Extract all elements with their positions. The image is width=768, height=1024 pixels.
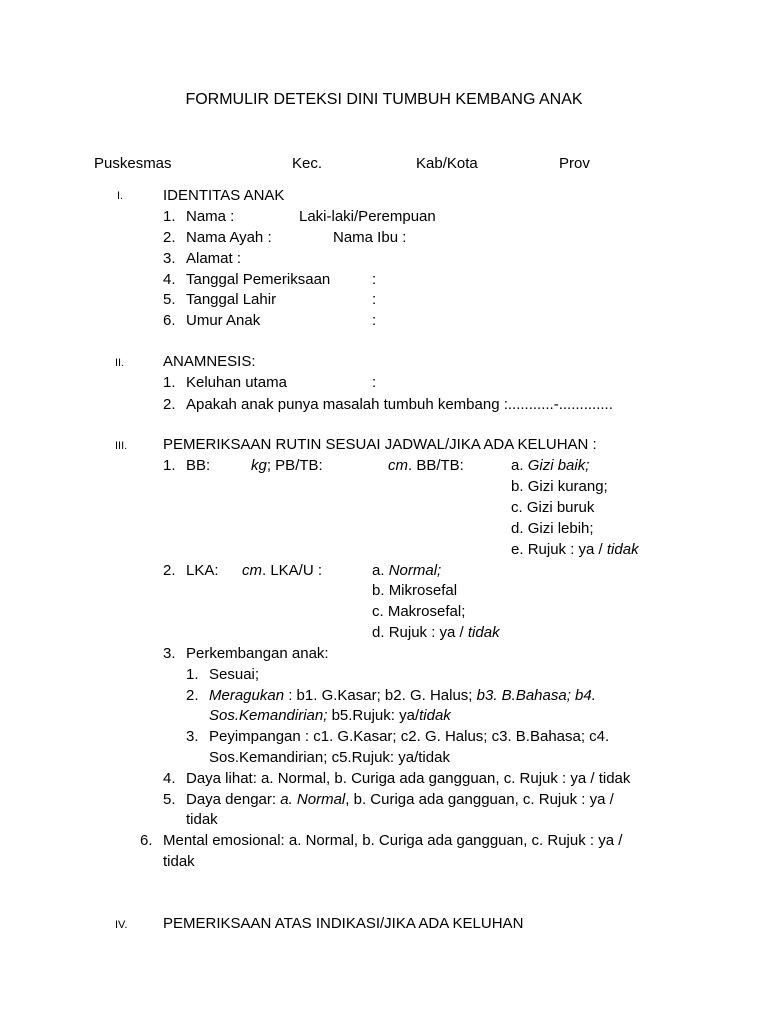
mental-emosional-line-2: tidak <box>163 853 195 870</box>
item-number: 1. <box>163 374 176 391</box>
daya-dengar-line-2: tidak <box>186 811 218 828</box>
item-number: 5. <box>163 291 176 308</box>
item-number: 4. <box>163 770 176 787</box>
sub-item-number: 3. <box>186 728 199 745</box>
colon: : <box>372 291 377 308</box>
lka-option: b. Mikrosefal <box>372 582 458 599</box>
umur-anak-label: Umur Anak <box>186 312 261 329</box>
gender-label: Laki-laki/Perempuan <box>299 208 436 225</box>
gizi-option: a. Gizi baik; <box>511 457 590 474</box>
item-number: 2. <box>163 562 176 579</box>
page-title: FORMULIR DETEKSI DINI TUMBUH KEMBANG ANAK <box>185 91 583 108</box>
lka-option: c. Makrosefal; <box>372 603 466 620</box>
tanggal-lahir-label: Tanggal Lahir <box>186 291 277 308</box>
sub-item-number: 1. <box>186 666 199 683</box>
lka-label: LKA: <box>186 562 219 579</box>
prov-label: Prov <box>559 155 590 172</box>
bb-tb-label: cm. BB/TB: <box>388 457 464 474</box>
nama-label: Nama : <box>186 208 235 225</box>
tanggal-pemeriksaan-label: Tanggal Pemeriksaan <box>186 271 331 288</box>
section-2-number: II. <box>115 357 125 369</box>
pb-tb-label: kg; PB/TB: <box>251 457 323 474</box>
section-3-heading: PEMERIKSAAN RUTIN SESUAI JADWAL/JIKA ADA KELUHAN : <box>163 436 597 453</box>
gizi-rujuk-option: e. Rujuk : ya / tidak <box>511 541 639 558</box>
item-number: 1. <box>163 208 176 225</box>
kab-kota-label: Kab/Kota <box>416 155 478 172</box>
item-number: 2. <box>163 396 176 413</box>
mental-emosional-line-1: Mental emosional: a. Normal, b. Curiga ada gangguan, c. Rujuk : ya / <box>163 832 623 849</box>
gizi-option: b. Gizi kurang; <box>511 478 608 495</box>
section-1-heading: IDENTITAS ANAK <box>163 187 285 204</box>
section-4-number: IV. <box>115 919 128 931</box>
penyimpangan-line-2: Sos.Kemandirian; c5.Rujuk: ya/tidak <box>209 749 450 766</box>
penyimpangan-line-1: Peyimpangan : c1. G.Kasar; c2. G. Halus; c3. B.Bahasa; c4. <box>209 728 610 745</box>
item-number: 6. <box>163 312 176 329</box>
sesuai-text: Sesuai; <box>209 666 260 683</box>
sub-item-number: 2. <box>186 687 199 704</box>
nama-ayah-label: Nama Ayah : <box>186 229 272 246</box>
section-4-heading: PEMERIKSAAN ATAS INDIKASI/JIKA ADA KELUHAN <box>163 915 524 932</box>
item-number: 6. <box>140 832 153 849</box>
puskesmas-label: Puskesmas <box>94 155 172 172</box>
bb-label: BB: <box>186 457 211 474</box>
meragukan-line-1: Meragukan : b1. G.Kasar; b2. G. Halus; b3. B.Bahasa; b4. <box>209 687 596 704</box>
colon: : <box>372 312 377 329</box>
colon: : <box>372 374 377 391</box>
item-number: 1. <box>163 457 176 474</box>
item-number: 3. <box>163 250 176 267</box>
masalah-tumbuh-kembang-label: Apakah anak punya masalah tumbuh kembang :...........-............. <box>186 396 613 413</box>
item-number: 3. <box>163 645 176 662</box>
item-number: 2. <box>163 229 176 246</box>
lka-option: a. Normal; <box>372 562 442 579</box>
gizi-option: d. Gizi lebih; <box>511 520 594 537</box>
keluhan-utama-label: Keluhan utama <box>186 374 287 391</box>
nama-ibu-label: Nama Ibu : <box>333 229 407 246</box>
lka-rujuk-option: d. Rujuk : ya / tidak <box>372 624 500 641</box>
section-1-number: I. <box>117 190 124 202</box>
daya-lihat-text: Daya lihat: a. Normal, b. Curiga ada gangguan, c. Rujuk : ya / tidak <box>186 770 631 787</box>
alamat-label: Alamat : <box>186 250 242 267</box>
section-3-number: III. <box>115 440 128 452</box>
item-number: 4. <box>163 271 176 288</box>
perkembangan-label: Perkembangan anak: <box>186 645 329 662</box>
colon: : <box>372 271 377 288</box>
item-number: 5. <box>163 791 176 808</box>
gizi-option: c. Gizi buruk <box>511 499 595 516</box>
kec-label: Kec. <box>292 155 323 172</box>
meragukan-line-2: Sos.Kemandirian; b5.Rujuk: ya/tidak <box>209 707 451 724</box>
daya-dengar-line-1: Daya dengar: a. Normal, b. Curiga ada gangguan, c. Rujuk : ya / <box>186 791 614 808</box>
section-2-heading: ANAMNESIS: <box>163 353 256 370</box>
lka-u-label: cm. LKA/U : <box>242 562 323 579</box>
